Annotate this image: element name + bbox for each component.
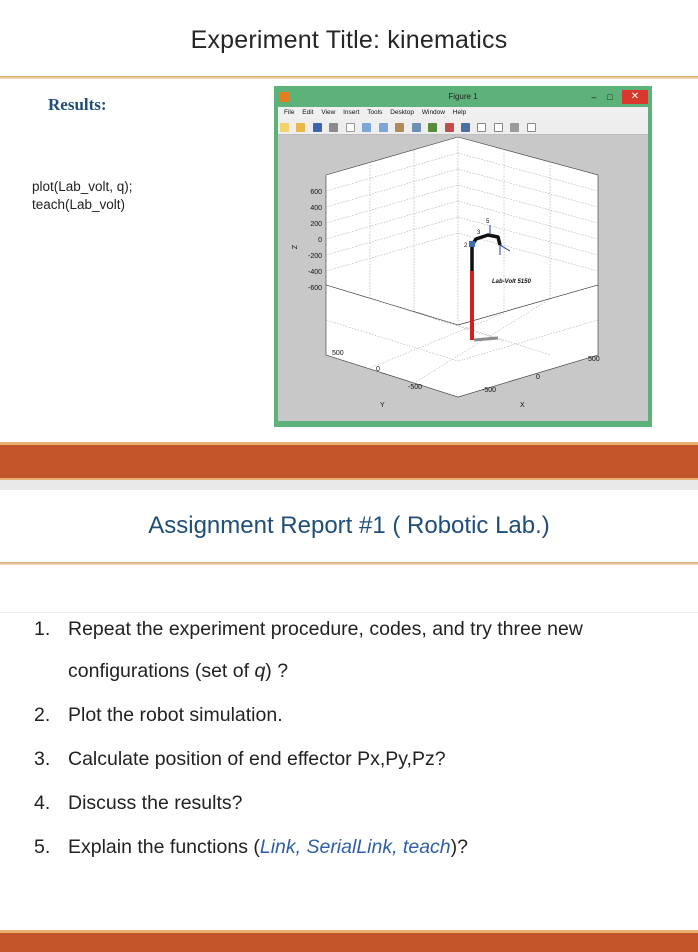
joint-marker — [469, 241, 475, 247]
slide-assignment — [0, 490, 698, 930]
code-line: teach(Lab_volt) — [32, 197, 126, 212]
z-tick: -600 — [307, 285, 322, 292]
joint-label: 5 — [486, 219, 490, 225]
save-icon[interactable] — [313, 123, 322, 132]
item-text: )? — [450, 836, 468, 858]
menu-insert[interactable]: Insert — [343, 109, 360, 116]
slide-title: Experiment Title: kinematics — [190, 26, 508, 54]
code-block — [32, 178, 133, 214]
list-item — [34, 748, 446, 771]
divider — [0, 612, 698, 613]
x-tick: 500 — [588, 356, 600, 363]
x-tick: 0 — [536, 374, 540, 381]
y-axis-label: Y — [380, 402, 385, 409]
assignment-title: Assignment Report #1 ( Robotic Lab.) — [148, 512, 550, 539]
minimize-icon[interactable]: – — [591, 92, 597, 102]
item-number: 3. — [34, 748, 51, 770]
data-cursor-icon[interactable] — [428, 123, 437, 132]
z-axis-label: Z — [290, 245, 297, 250]
list-item — [34, 704, 283, 727]
joint-label: 2 — [464, 243, 468, 249]
item-number: 2. — [34, 704, 51, 726]
plot-canvas — [278, 135, 648, 421]
pan-icon[interactable] — [395, 123, 404, 132]
robot-shadow — [474, 338, 498, 340]
accent-band — [0, 442, 698, 480]
results-label: Results: — [48, 95, 107, 114]
list-item — [34, 836, 468, 859]
item-number: 5. — [34, 836, 51, 858]
legend-icon[interactable] — [494, 123, 503, 132]
brush-icon[interactable] — [445, 123, 454, 132]
list-item — [34, 792, 243, 815]
colorbar-icon[interactable] — [477, 123, 486, 132]
item-text: ) ? — [265, 660, 289, 682]
y-tick: 500 — [332, 350, 344, 357]
link-plot-icon[interactable] — [461, 123, 470, 132]
robot-name-label: Lab-Volt 5150 — [492, 279, 531, 285]
menu-edit[interactable]: Edit — [302, 109, 314, 116]
menu-bar — [278, 107, 648, 119]
list-item — [34, 618, 583, 641]
zoom-in-icon[interactable] — [362, 123, 371, 132]
maximize-icon[interactable]: □ — [607, 92, 613, 102]
item-text: configurations (set of — [68, 660, 250, 682]
new-figure-icon[interactable] — [280, 123, 289, 132]
item-text: Calculate position of end effector Px,Py,Pz? — [68, 748, 446, 770]
item-number: 4. — [34, 792, 51, 814]
list-item-continuation — [68, 660, 288, 683]
menu-view[interactable]: View — [321, 109, 336, 116]
x-axis-label: X — [520, 402, 525, 409]
assignment-title-rule — [0, 562, 698, 565]
function-names: Link, SerialLink, teach — [259, 836, 451, 858]
menu-file[interactable]: File — [284, 109, 295, 116]
z-tick: 400 — [310, 205, 322, 212]
robot-3d-plot[interactable] — [278, 135, 648, 421]
bottom-accent-band — [0, 930, 698, 952]
menu-tools[interactable]: Tools — [367, 109, 383, 116]
joint-label: 3 — [477, 230, 481, 236]
menu-desktop[interactable]: Desktop — [390, 109, 415, 116]
z-tick: 200 — [310, 221, 322, 228]
menu-window[interactable]: Window — [421, 109, 445, 116]
y-tick: 0 — [376, 366, 380, 373]
y-tick: -500 — [408, 384, 423, 391]
item-text: Repeat the experiment procedure, codes, and try three new — [68, 618, 583, 640]
matlab-figure-window — [274, 86, 652, 427]
figure-toolbar — [278, 119, 648, 135]
z-tick: -400 — [307, 269, 322, 276]
zoom-out-icon[interactable] — [379, 123, 388, 132]
item-text: Discuss the results? — [68, 792, 243, 814]
x-tick: -500 — [482, 387, 497, 394]
close-icon[interactable]: ✕ — [622, 90, 648, 104]
z-tick: 600 — [310, 189, 322, 196]
z-tick: -200 — [307, 253, 322, 260]
z-tick: 0 — [318, 237, 322, 244]
open-file-icon[interactable] — [296, 123, 305, 132]
q-variable: q — [254, 660, 266, 682]
pointer-icon[interactable] — [346, 123, 355, 132]
hide-tools-icon[interactable] — [510, 123, 519, 132]
window-title: Figure 1 — [448, 92, 478, 101]
item-number: 1. — [34, 618, 51, 640]
print-icon[interactable] — [329, 123, 338, 132]
code-line: plot(Lab_volt, q); — [32, 179, 133, 194]
rotate-icon[interactable] — [412, 123, 421, 132]
window-titlebar — [278, 90, 648, 106]
slide-experiment — [0, 0, 698, 442]
menu-help[interactable]: Help — [452, 109, 467, 116]
item-text: Plot the robot simulation. — [68, 704, 283, 726]
title-rule — [0, 76, 698, 79]
show-tools-icon[interactable] — [527, 123, 536, 132]
item-text: Explain the functions ( — [68, 836, 260, 858]
